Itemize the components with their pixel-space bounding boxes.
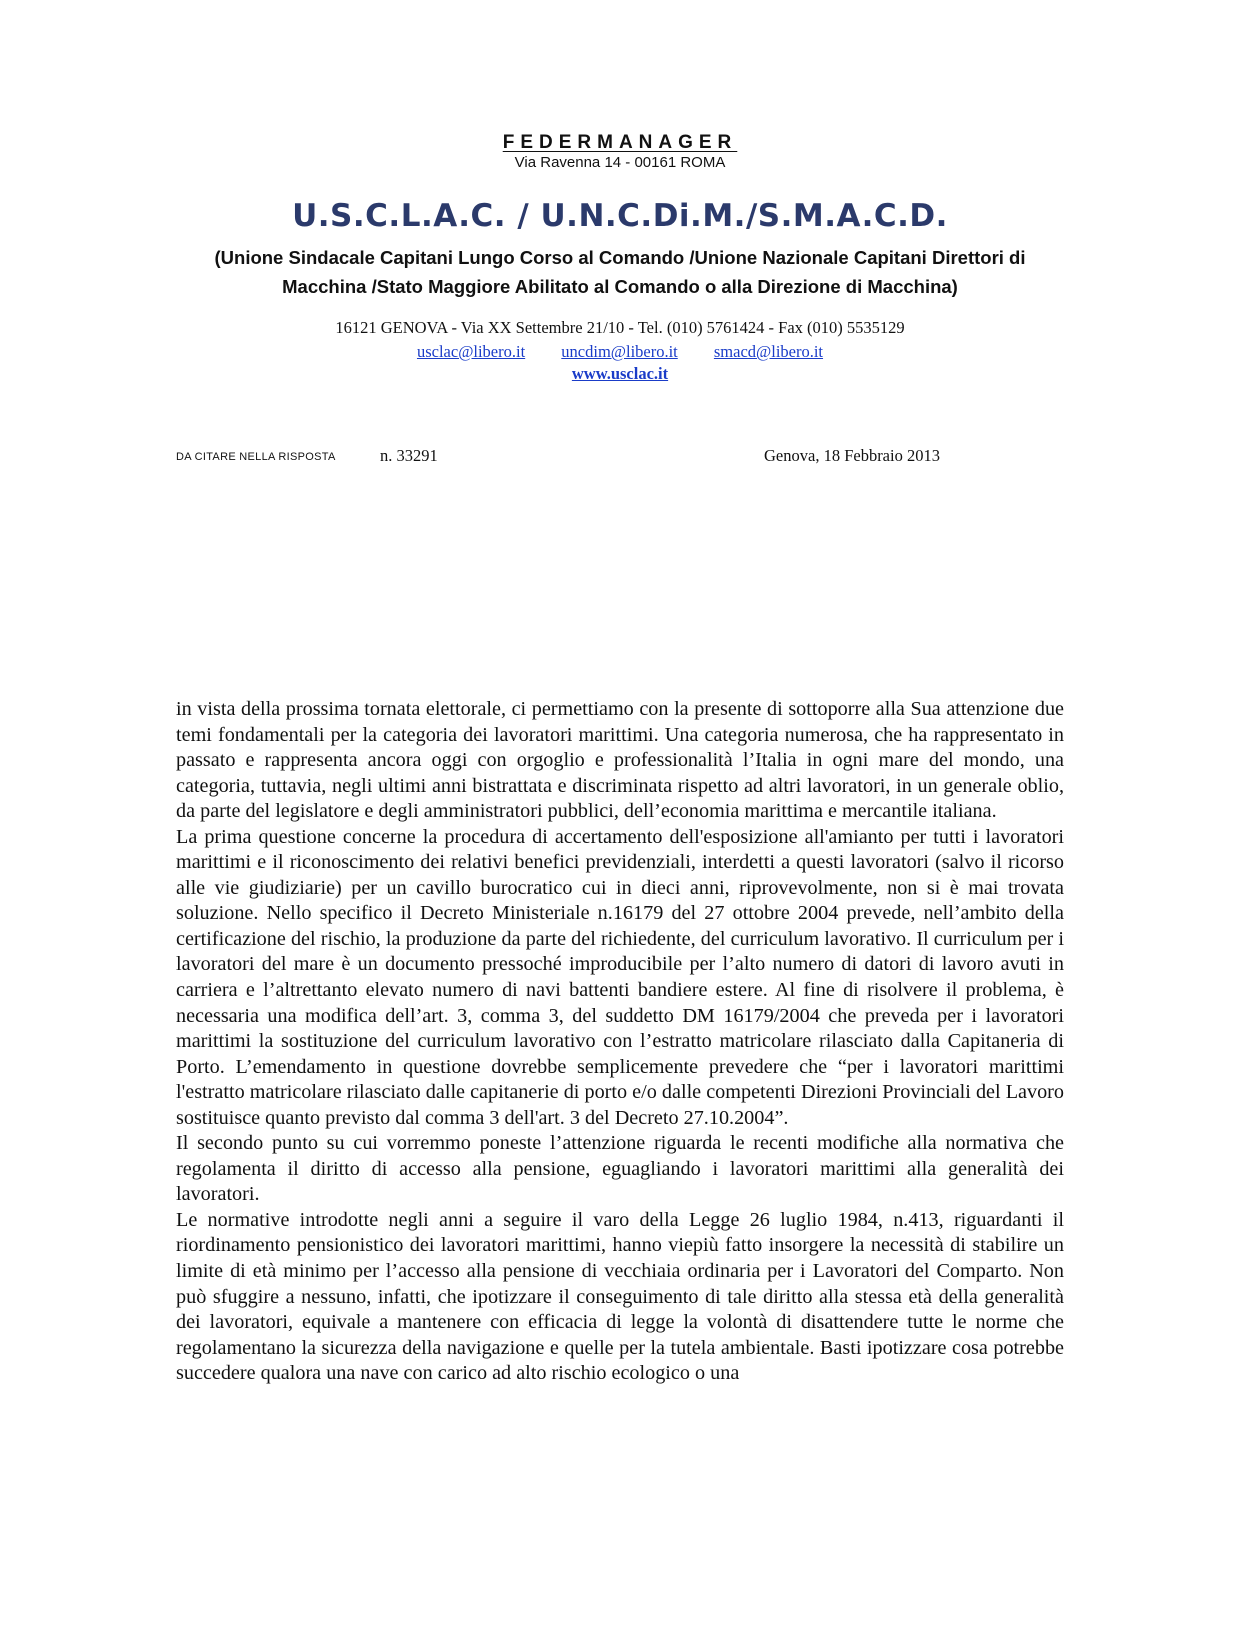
body-paragraph: Il secondo punto su cui vorremmo poneste l’attenzione riguarda le recenti modifiche alla normativa che regolamenta il diritto di accesso alla pensione, eguagliando i lavoratori marittimi alla generalità dei lavoratori.: [176, 1132, 1064, 1206]
website-link[interactable]: www.usclac.it: [571, 364, 669, 383]
letter-date: Genova, 18 Febbraio 2013: [764, 446, 940, 465]
reference-number: n. 33291: [380, 446, 438, 465]
letter-body: [176, 697, 1064, 1387]
union-subtitle: [180, 243, 1060, 301]
body-paragraph: Le normative introdotte negli anni a seguire il varo della Legge 26 luglio 1984, n.413, riguardanti il riordinamento pensionistico dei lavoratori marittimi, hanno viepiù fatto insorgere la necessità di stabilire un limite di età minimo per l’accesso alla pensione di vecchiaia ordinaria per i Lavoratori del Comparto. Non può sfuggire a nessuno, infatti, che ipotizzare il conseguimento di tale diritto alla stessa età della generalità dei lavoratori, equivale a mantenere con efficacia di legge la volontà di disattendere tutte le norme che regolamentano la sicurezza della navigazione e quelle per la tutela ambientale. Basti ipotizzare cosa potrebbe succedere qualora una nave con carico ad alto rischio ecologico o una: [176, 1208, 1064, 1385]
federmanager-title: FEDERMANAGER: [502, 132, 738, 153]
union-title: U.S.C.L.A.C. / U.N.C.Di.M./S.M.A.C.D.: [292, 198, 948, 234]
union-subtitle-line-1: (Unione Sindacale Capitani Lungo Corso al Comando /Unione Nazionale Capitani Direttori di: [214, 247, 1026, 268]
reference-label: DA CITARE NELLA RISPOSTA: [176, 451, 336, 463]
contact-address: 16121 GENOVA - Via XX Settembre 21/10 - Tel. (010) 5761424 - Fax (010) 5535129: [335, 318, 905, 337]
body-paragraph: in vista della prossima tornata elettorale, ci permettiamo con la presente di sottoporre alla Sua attenzione due temi fondamentali per la categoria dei lavoratori marittimi. Una categoria numerosa, che ha rappresentato in passato e rappresenta ancora oggi con orgoglio e professionalità l’Italia in ogni mare del mondo, una categoria, tuttavia, negli ultimi anni bistrattata e discriminata rispetto ad altri lavoratori, in un generale oblio, da parte del legislatore e degli amministratori pubblici, dell’economia marittima e mercantile italiana.: [176, 698, 1064, 823]
website-line: [0, 364, 1240, 384]
email-links: [0, 342, 1240, 362]
union-subtitle-line-2: Macchina /Stato Maggiore Abilitato al Comando o alla Direzione di Macchina): [282, 276, 958, 297]
email-link-usclac[interactable]: usclac@libero.it: [416, 342, 526, 361]
reference-row: [176, 446, 976, 468]
federmanager-address: Via Ravenna 14 - 00161 ROMA: [514, 154, 726, 171]
body-paragraph: La prima questione concerne la procedura di accertamento dell'esposizione all'amianto per tutti i lavoratori marittimi e il riconoscimento dei relativi benefici previdenziali, interdetti a questi lavoratori (salvo il ricorso alle vie giudiziarie) per un cavillo burocratico cui in dieci anni, riprovevolmente, non si è mai trovata soluzione. Nello specifico il Decreto Ministeriale n.16179 del 27 ottobre 2004 prevede, nell’ambito della certificazione del rischio, la produzione da parte del richiedente, del curriculum lavorativo. Il curriculum per i lavoratori del mare è un documento pressoché improducibile per l’alto numero di datori di lavoro avuti in carriera e l’altrettanto elevato numero di navi battenti bandiere estere. Al fine di risolvere il problema, è necessaria una modifica dell’art. 3, comma 3, del suddetto DM 16179/2004 che preveda per i lavoratori marittimi la sostituzione del curriculum lavorativo con l’estratto matricolare rilasciato dalla Capitaneria di Porto. L’emendamento in questione dovrebbe semplicemente prevedere che “per i lavoratori marittimi l'estratto matricolare rilasciato dalle capitanerie di porto e/o dalle competenti Direzioni Provinciali del Lavoro sostituisce quanto previsto dal comma 3 dell'art. 3 del Decreto 27.10.2004”.: [176, 825, 1064, 1129]
email-link-uncdim[interactable]: uncdim@libero.it: [561, 342, 678, 361]
email-link-smacd[interactable]: smacd@libero.it: [713, 342, 824, 361]
